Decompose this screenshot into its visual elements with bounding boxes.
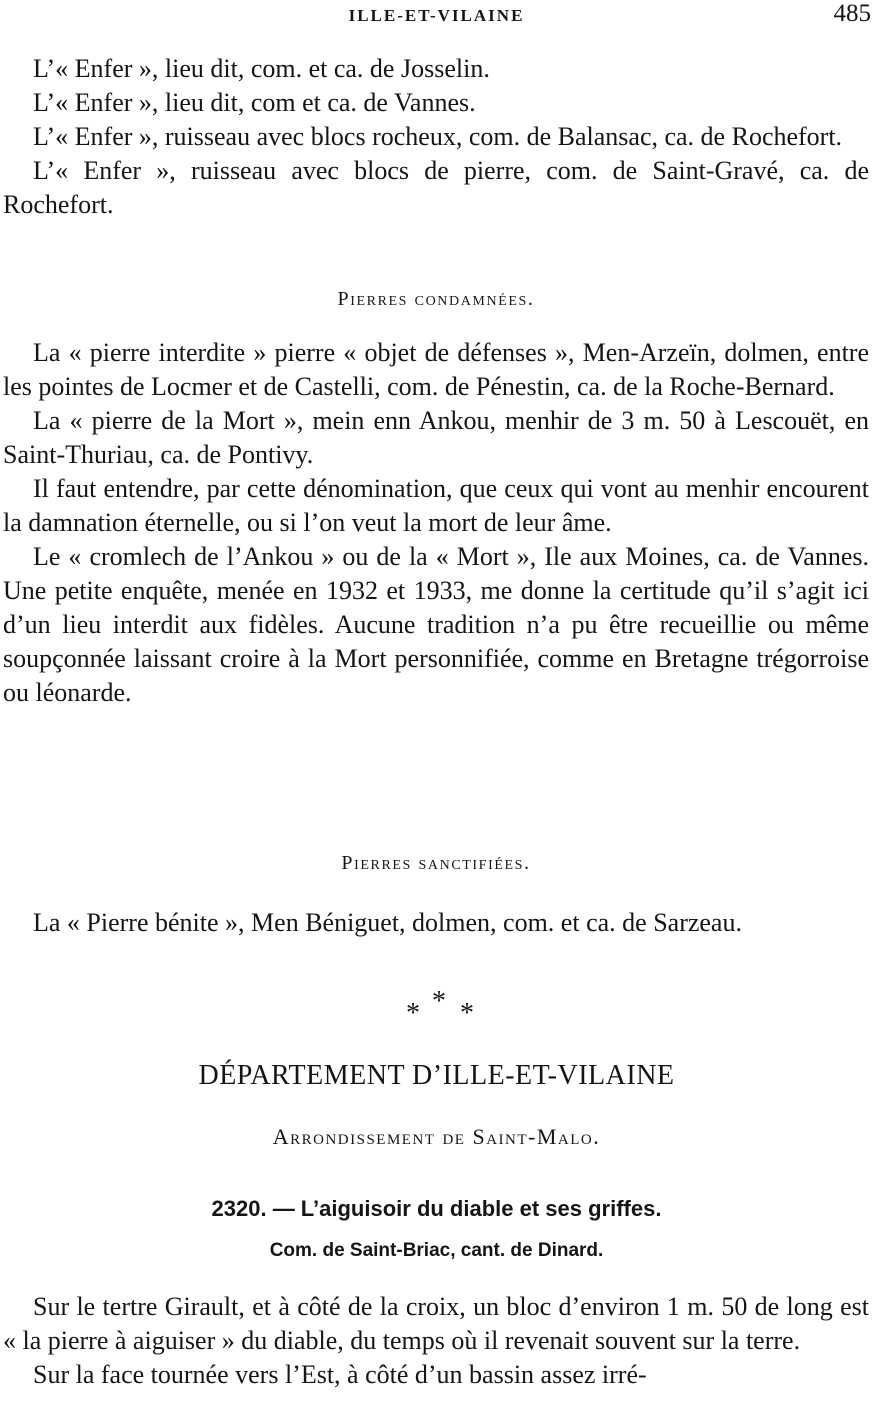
entry-subtitle: Com. de Saint-Briac, cant. de Dinard.: [269, 1240, 604, 1261]
entry-paragraphs: [3, 1290, 869, 1392]
arrondissement-title: Arrondissement de Saint-Malo.: [272, 1124, 601, 1149]
sanctifiees-paragraphs: [3, 906, 869, 940]
condamnees-paragraphs: [3, 336, 869, 710]
paragraph: La « pierre de la Mort », mein enn Ankou, menhir de 3 m. 50 à Lescouët, en Saint-Thuriau, ca. de Pontivy.: [3, 406, 869, 469]
running-title: ILLE-ET-VILAINE: [348, 6, 525, 25]
entry-title: 2320. — L’aiguisoir du diable et ses griffes.: [211, 1196, 662, 1221]
paragraph: Il faut entendre, par cette dénomination, que ceux qui vont au menhir encourent la damnation éternelle, ou si l’on veut la mort de leur âme.: [3, 474, 869, 537]
asterisk: *: [432, 986, 446, 1017]
section-heading: Pierres sanctifiées.: [341, 852, 531, 874]
paragraph: La « Pierre bénite », Men Béniguet, dolmen, com. et ca. de Sarzeau.: [33, 908, 742, 937]
running-head: [0, 0, 873, 28]
asterism-separator: [400, 986, 480, 1029]
enfer-entry: L’« Enfer », ruisseau avec blocs rocheux, com. de Balansac, ca. de Rochefort.: [33, 122, 843, 151]
enfer-list: [3, 52, 869, 222]
section-condamnees: [3, 288, 869, 311]
enfer-entry: L’« Enfer », ruisseau avec blocs de pierre, com. de Saint-Gravé, ca. de Rochefort.: [3, 156, 869, 219]
section-sanctifiees: [3, 852, 869, 875]
department-title: DÉPARTEMENT D’ILLE-ET-VILAINE: [198, 1060, 675, 1091]
paragraph: La « pierre interdite » pierre « objet de défenses », Men-Arzeïn, dolmen, entre les pointes de Locmer et de Castelli, com. de Pénestin, ca. de la Roche-Bernard.: [3, 338, 869, 401]
page-number: 485: [833, 0, 871, 27]
asterisk: *: [460, 998, 474, 1029]
enfer-entry: L’« Enfer », lieu dit, com et ca. de Vannes.: [33, 88, 476, 117]
paragraph: Le « cromlech de l’Ankou » ou de la « Mort », Ile aux Moines, ca. de Vannes. Une petite enquête, menée en 1932 et 1933, me donne la certitude qu’il s’agit ici d’un lieu interdit aux fidèles. Aucune tradition n’a pu être recueillie ou même soupçonnée laissant croire à la Mort personnifiée, comme en Bretagne trégorroise ou léonarde.: [3, 542, 869, 707]
paragraph: Sur la face tournée vers l’Est, à côté d’un bassin assez irré-: [33, 1360, 647, 1389]
enfer-entry: L’« Enfer », lieu dit, com. et ca. de Josselin.: [33, 54, 490, 83]
paragraph: Sur le tertre Girault, et à côté de la croix, un bloc d’environ 1 m. 50 de long est « la pierre à aiguiser » du diable, du temps où il revenait souvent sur la terre.: [3, 1292, 869, 1355]
section-heading: Pierres condamnées.: [337, 288, 535, 310]
asterisk: *: [406, 998, 420, 1029]
